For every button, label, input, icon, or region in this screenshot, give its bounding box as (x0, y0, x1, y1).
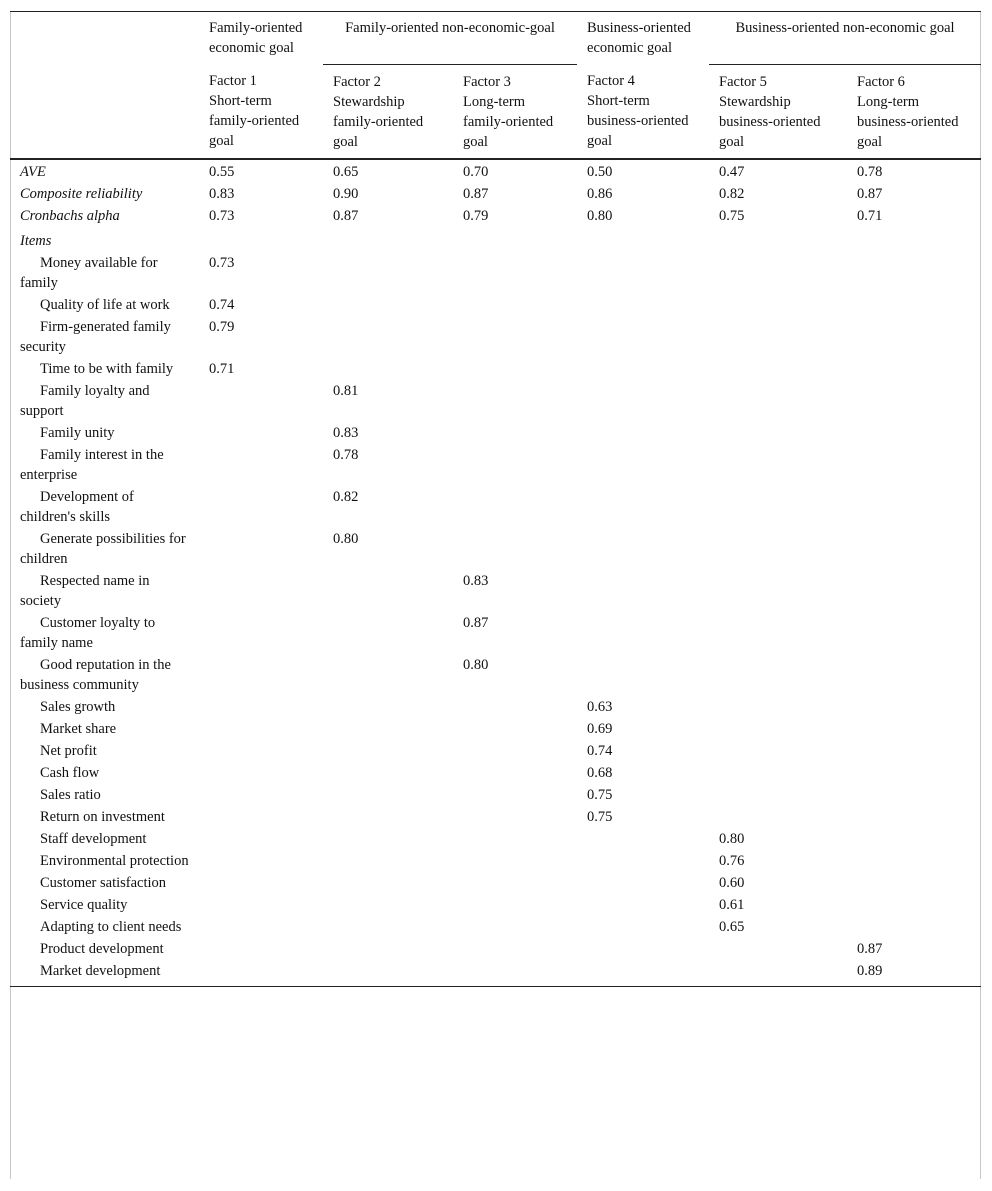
empty-cell (453, 872, 577, 894)
item-label: Staff development (40, 830, 147, 847)
empty-cell (577, 227, 709, 252)
loading-value: 0.83 (333, 424, 359, 441)
empty-cell (847, 654, 981, 696)
factor-name-line: business-oriented (587, 113, 689, 129)
item-label: Cash flow (40, 764, 100, 781)
empty-cell (847, 784, 981, 806)
empty-cell (847, 916, 981, 938)
loading-value: 0.61 (719, 896, 745, 913)
loading-value: 0.69 (587, 720, 613, 737)
empty-cell (709, 740, 847, 762)
empty-cell (453, 784, 577, 806)
empty-cell (847, 828, 981, 850)
empty-cell (847, 806, 981, 828)
empty-cell (453, 528, 577, 570)
empty-cell (453, 227, 577, 252)
stat-label: AVE (10, 159, 199, 183)
empty-cell (847, 612, 981, 654)
item-row (10, 850, 981, 872)
stat-value: 0.83 (209, 185, 235, 202)
empty-cell (577, 316, 709, 358)
factor-number: Factor 1 (209, 73, 257, 89)
item-row (10, 486, 981, 528)
empty-cell (323, 740, 453, 762)
empty-cell (709, 806, 847, 828)
factor-number: Factor 3 (463, 73, 511, 90)
group-business-non-economic: Business-oriented non-economic goal (709, 12, 981, 65)
empty-cell (199, 960, 323, 987)
empty-cell (709, 316, 847, 358)
group-label-line: economic goal (209, 40, 294, 56)
factor-name-line: family-oriented (209, 113, 300, 129)
loading-value: 0.87 (463, 614, 489, 631)
empty-cell (577, 294, 709, 316)
empty-cell (577, 612, 709, 654)
item-row (10, 894, 981, 916)
empty-cell (453, 696, 577, 718)
empty-cell (323, 938, 453, 960)
empty-cell (453, 422, 577, 444)
empty-cell (323, 252, 453, 294)
empty-cell (323, 762, 453, 784)
item-row (10, 316, 981, 358)
empty-cell (323, 872, 453, 894)
empty-cell (847, 227, 981, 252)
empty-cell (709, 380, 847, 422)
factor-name-line: goal (463, 133, 488, 150)
empty-cell (577, 358, 709, 380)
empty-cell (199, 380, 323, 422)
loading-value: 0.83 (463, 572, 489, 589)
item-row (10, 740, 981, 762)
empty-cell (577, 570, 709, 612)
empty-cell (577, 654, 709, 696)
item-label: Product development (40, 940, 164, 957)
factor-name-line: family-oriented (333, 113, 424, 130)
item-row (10, 938, 981, 960)
empty-cell (453, 806, 577, 828)
item-row (10, 294, 981, 316)
empty-cell (709, 696, 847, 718)
items-heading-row (10, 227, 981, 252)
empty-cell (847, 850, 981, 872)
item-row (10, 422, 981, 444)
loading-value: 0.80 (463, 656, 489, 673)
empty-cell (199, 486, 323, 528)
item-label: Good reputation in the business community (20, 656, 171, 693)
empty-cell (323, 806, 453, 828)
header-group-row (10, 12, 981, 65)
empty-cell (709, 762, 847, 784)
factor-number: Factor 2 (333, 73, 381, 90)
loading-value: 0.74 (209, 296, 235, 313)
group-family-economic (199, 12, 323, 65)
empty-cell (709, 486, 847, 528)
stat-value: 0.55 (199, 159, 323, 183)
stat-value: 0.70 (453, 159, 577, 183)
empty-cell (847, 872, 981, 894)
loading-value: 0.60 (719, 874, 745, 891)
item-label: Quality of life at work (40, 296, 170, 313)
item-row (10, 528, 981, 570)
factor-loadings-table (10, 11, 981, 987)
loading-value: 0.78 (333, 446, 359, 463)
empty-cell (453, 294, 577, 316)
stat-value: 0.79 (463, 207, 489, 224)
factor-name-line: business-oriented (719, 113, 821, 130)
factor-name-line: Stewardship (719, 93, 791, 110)
empty-cell (847, 528, 981, 570)
item-label: Market share (40, 720, 117, 737)
empty-cell (199, 740, 323, 762)
empty-cell (847, 570, 981, 612)
factor-number: Factor 4 (587, 73, 635, 89)
factor-header-2 (323, 64, 453, 159)
item-label: Net profit (40, 742, 97, 759)
empty-cell (453, 444, 577, 486)
stat-label: Composite reliability (20, 185, 143, 202)
empty-cell (709, 422, 847, 444)
loading-value: 0.87 (857, 940, 883, 957)
loading-value: 0.75 (587, 808, 613, 825)
empty-cell (199, 654, 323, 696)
empty-cell (453, 916, 577, 938)
stat-label: Cronbachs alpha (20, 207, 120, 224)
empty-cell (577, 380, 709, 422)
stat-value: 0.86 (587, 185, 613, 202)
item-label: Generate possibilities for children (20, 530, 186, 567)
item-row (10, 358, 981, 380)
item-label: Market development (10, 960, 199, 987)
empty-cell (323, 358, 453, 380)
empty-cell (709, 444, 847, 486)
empty-cell (847, 444, 981, 486)
empty-cell (323, 718, 453, 740)
empty-cell (709, 358, 847, 380)
stat-value: 0.71 (857, 207, 883, 224)
empty-cell (577, 960, 709, 987)
empty-cell (453, 960, 577, 987)
factor-number: Factor 6 (857, 73, 905, 90)
stat-value: 0.87 (463, 185, 489, 202)
empty-cell (199, 806, 323, 828)
empty-cell (847, 380, 981, 422)
table-header (10, 12, 981, 159)
item-row (10, 784, 981, 806)
group-label-line: Family-oriented (209, 20, 303, 36)
item-row (10, 872, 981, 894)
empty-cell (847, 316, 981, 358)
empty-cell (577, 850, 709, 872)
item-label: Adapting to client needs (40, 918, 182, 935)
item-row (10, 570, 981, 612)
empty-cell (453, 740, 577, 762)
empty-cell (577, 828, 709, 850)
empty-cell (709, 528, 847, 570)
item-label: Sales growth (40, 698, 116, 715)
stat-row (10, 159, 981, 183)
stat-value: 0.87 (333, 207, 359, 224)
stat-value: 0.47 (709, 159, 847, 183)
empty-cell (199, 444, 323, 486)
loading-value: 0.65 (719, 918, 745, 935)
item-label: Family interest in the enterprise (20, 446, 164, 483)
item-label: Service quality (40, 896, 128, 913)
empty-cell (453, 252, 577, 294)
factor-name-line: Short-term (209, 93, 272, 109)
empty-cell (453, 358, 577, 380)
empty-cell (577, 916, 709, 938)
factor-header-4 (577, 64, 709, 159)
empty-cell (323, 227, 453, 252)
factor-header-6 (847, 64, 981, 159)
empty-cell (847, 358, 981, 380)
empty-cell (453, 718, 577, 740)
empty-cell (847, 718, 981, 740)
group-label-line: economic goal (587, 40, 672, 56)
item-label: Money available for family (20, 254, 158, 291)
empty-cell (199, 528, 323, 570)
loading-value: 0.71 (209, 360, 235, 377)
empty-cell (323, 784, 453, 806)
header-empty-cell (10, 64, 199, 159)
item-row (10, 762, 981, 784)
item-row (10, 960, 981, 987)
factor-name-line: business-oriented (857, 113, 959, 130)
factor-header-1 (199, 64, 323, 159)
empty-cell (323, 850, 453, 872)
item-label: Return on investment (40, 808, 165, 825)
empty-cell (577, 444, 709, 486)
loading-value: 0.76 (719, 852, 745, 869)
empty-cell (199, 696, 323, 718)
factor-name-line: family-oriented (463, 113, 554, 130)
stat-row (10, 205, 981, 227)
item-label: Sales ratio (40, 786, 101, 803)
item-row (10, 380, 981, 422)
empty-cell (453, 380, 577, 422)
empty-cell (199, 894, 323, 916)
stat-value: 0.73 (209, 207, 235, 224)
empty-cell (453, 762, 577, 784)
empty-cell (847, 486, 981, 528)
header-factor-row (10, 64, 981, 159)
empty-cell (453, 894, 577, 916)
stat-value: 0.90 (333, 185, 359, 202)
empty-cell (199, 227, 323, 252)
loading-value: 0.63 (587, 698, 613, 715)
factor-name-line: Stewardship (333, 93, 405, 110)
empty-cell (453, 486, 577, 528)
empty-cell (199, 718, 323, 740)
empty-cell (453, 938, 577, 960)
group-family-non-economic: Family-oriented non-economic-goal (323, 12, 577, 65)
empty-cell (709, 718, 847, 740)
items-heading: Items (20, 232, 52, 249)
item-row (10, 916, 981, 938)
empty-cell (577, 938, 709, 960)
loading-value: 0.81 (333, 382, 359, 399)
empty-cell (709, 960, 847, 987)
empty-cell (199, 938, 323, 960)
item-row (10, 252, 981, 294)
factor-name-line: goal (719, 133, 744, 150)
factor-name-line: goal (857, 133, 882, 150)
stat-row (10, 183, 981, 205)
empty-cell (577, 872, 709, 894)
empty-cell (323, 894, 453, 916)
empty-cell (199, 828, 323, 850)
empty-cell (847, 422, 981, 444)
loading-value: 0.80 (719, 830, 745, 847)
loading-value: 0.79 (209, 318, 235, 335)
empty-cell (453, 316, 577, 358)
stat-value: 0.50 (577, 159, 709, 183)
factor-header-3 (453, 64, 577, 159)
empty-cell (199, 784, 323, 806)
item-row (10, 444, 981, 486)
empty-cell (199, 422, 323, 444)
stat-value: 0.75 (719, 207, 745, 224)
empty-cell (709, 294, 847, 316)
empty-cell (577, 486, 709, 528)
empty-cell (453, 828, 577, 850)
factor-name-line: goal (333, 133, 358, 150)
empty-cell (323, 570, 453, 612)
item-row (10, 806, 981, 828)
empty-cell (323, 696, 453, 718)
empty-cell (199, 570, 323, 612)
empty-cell (323, 316, 453, 358)
empty-cell (847, 762, 981, 784)
empty-cell (199, 850, 323, 872)
item-label: Family loyalty and support (20, 382, 150, 419)
group-business-economic (577, 12, 709, 65)
loading-value: 0.80 (333, 530, 359, 547)
empty-cell (577, 528, 709, 570)
empty-cell (709, 252, 847, 294)
loading-value: 0.75 (587, 786, 613, 803)
stat-value: 0.78 (847, 159, 981, 183)
loading-value: 0.82 (333, 488, 359, 505)
empty-cell (453, 850, 577, 872)
empty-cell (199, 916, 323, 938)
empty-cell (709, 654, 847, 696)
item-label: Development of children's skills (20, 488, 134, 525)
empty-cell (847, 294, 981, 316)
empty-cell (709, 227, 847, 252)
factor-name-line: goal (587, 133, 612, 149)
header-empty-cell (10, 12, 199, 65)
table-body (10, 159, 981, 987)
loading-value: 0.68 (587, 764, 613, 781)
empty-cell (577, 422, 709, 444)
empty-cell (847, 252, 981, 294)
loading-value: 0.74 (587, 742, 613, 759)
item-row (10, 828, 981, 850)
empty-cell (199, 612, 323, 654)
item-row (10, 612, 981, 654)
item-label: Environmental protection (40, 852, 189, 869)
empty-cell (199, 872, 323, 894)
item-label: Respected name in society (20, 572, 150, 609)
empty-cell (323, 960, 453, 987)
empty-cell (577, 252, 709, 294)
empty-cell (709, 612, 847, 654)
empty-cell (847, 894, 981, 916)
factor-number: Factor 5 (719, 73, 767, 90)
stat-value: 0.80 (587, 207, 613, 224)
item-row (10, 718, 981, 740)
factor-name-line: Long-term (463, 93, 526, 110)
item-row (10, 654, 981, 696)
item-label: Family unity (40, 424, 115, 441)
empty-cell (847, 696, 981, 718)
group-label-line: Business-oriented (587, 20, 691, 36)
factor-name-line: Short-term (587, 93, 650, 109)
empty-cell (323, 612, 453, 654)
empty-cell (709, 784, 847, 806)
empty-cell (323, 828, 453, 850)
factor-name-line: Long-term (857, 93, 920, 110)
empty-cell (323, 654, 453, 696)
empty-cell (847, 740, 981, 762)
stat-value: 0.82 (719, 185, 745, 202)
empty-cell (199, 762, 323, 784)
empty-cell (323, 294, 453, 316)
factor-header-5 (709, 64, 847, 159)
loading-value: 0.89 (847, 960, 981, 987)
loading-value: 0.73 (209, 254, 235, 271)
item-label: Time to be with family (40, 360, 174, 377)
empty-cell (323, 916, 453, 938)
empty-cell (709, 938, 847, 960)
empty-cell (709, 570, 847, 612)
empty-cell (577, 894, 709, 916)
item-label: Firm-generated family security (20, 318, 171, 355)
item-label: Customer satisfaction (40, 874, 167, 891)
factor-name-line: goal (209, 133, 234, 149)
stat-value: 0.87 (857, 185, 883, 202)
stat-value: 0.65 (323, 159, 453, 183)
item-label: Customer loyalty to family name (20, 614, 156, 651)
item-row (10, 696, 981, 718)
